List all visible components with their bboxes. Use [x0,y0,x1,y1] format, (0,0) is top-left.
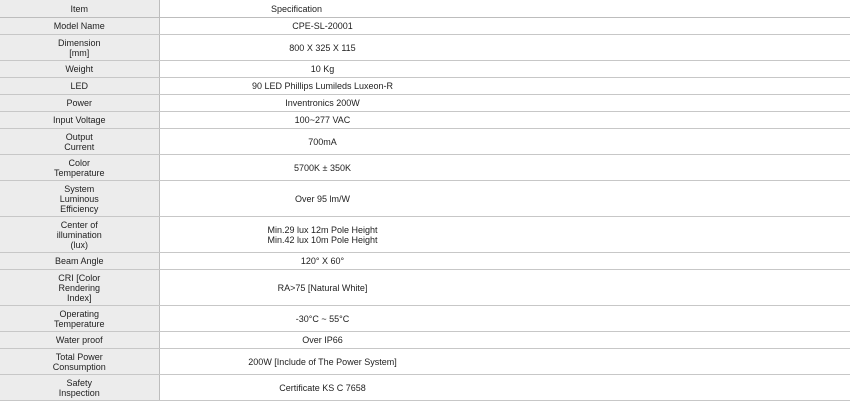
spec-value [159,35,850,61]
table-row [0,95,850,112]
spec-value [159,112,850,129]
spec-value [159,95,850,112]
spec-item-label [0,181,159,217]
spec-item-label [0,112,159,129]
spec-value [159,349,850,375]
spec-value-box [228,225,418,245]
table-row [0,375,850,401]
spec-item-label-line: Center of [60,219,98,230]
table-row [0,155,850,181]
spec-item-label-line: Power [66,98,92,108]
spec-value-line: 5700K ± 350K [294,162,351,173]
spec-value-box [228,115,418,125]
table-row [0,349,850,375]
spec-value [159,181,850,217]
spec-item-label [0,129,159,155]
spec-value-box [228,21,418,31]
spec-item-label-line: (lux) [70,239,88,250]
spec-item-label-line: Dimension [57,37,101,48]
spec-value-box [228,137,418,147]
spec-value [159,61,850,78]
spec-value [159,155,850,181]
table-row [0,129,850,155]
spec-item-label [0,217,159,253]
spec-value [159,18,850,35]
spec-value-box [228,357,418,367]
spec-value-box [228,314,418,324]
spec-item-label-line: Luminous [59,193,99,204]
table-row [0,181,850,217]
spec-item-label-line: Beam Angle [54,256,104,266]
spec-value-box [228,256,418,266]
spec-value-line: 90 LED Phillips Lumileds Luxeon-R [251,81,394,91]
table-header-row [0,0,850,18]
spec-value-box [228,64,418,74]
spec-value [159,306,850,332]
table-row [0,253,850,270]
spec-item-label-line: Model Name [53,21,105,31]
header-specification-label: Specification [270,3,323,14]
table-row [0,217,850,253]
spec-value-line: Min.42 lux 10m Pole Height [267,234,378,245]
spec-value-line: Certificate KS C 7658 [279,382,366,393]
spec-item-label [0,253,159,270]
table-row [0,112,850,129]
spec-value-line: Over IP66 [302,335,343,345]
spec-value [159,129,850,155]
spec-item-label [0,35,159,61]
spec-value [159,217,850,253]
spec-value-line: 200W [Include of The Power System] [248,356,397,367]
spec-value-box [228,283,418,293]
spec-value-box [228,81,418,91]
spec-item-label-line: Temperature [53,318,105,329]
spec-item-label [0,61,159,78]
spec-item-label-line: Temperature [53,167,105,178]
spec-item-label-line: Index] [66,292,92,303]
table-row [0,78,850,95]
spec-item-label-line: CRI [Color [58,272,101,283]
spec-item-label-line: Consumption [52,361,106,372]
spec-item-label-line: Water proof [55,335,103,345]
spec-item-label [0,270,159,306]
spec-value-line: 120° X 60° [300,256,345,266]
table-row [0,35,850,61]
spec-value-box [228,194,418,204]
spec-value [159,78,850,95]
spec-value-line: Min.29 lux 12m Pole Height [267,224,378,235]
spec-item-label-line: illumination [56,229,102,240]
spec-item-label-line: Safety [66,377,92,388]
table-row [0,332,850,349]
spec-item-label-line: Inspection [58,387,100,398]
spec-item-label-line: Color [68,157,90,168]
spec-value-line: 700mA [308,136,337,147]
spec-item-label-line: Input Voltage [52,115,106,125]
spec-value-box [228,98,418,108]
spec-item-label-line: LED [70,81,88,91]
spec-item-label-line: System [64,183,95,194]
spec-value-line: Inventronics 200W [285,98,360,108]
table-row [0,18,850,35]
spec-value [159,270,850,306]
spec-item-label [0,306,159,332]
spec-value [159,332,850,349]
spec-item-label [0,95,159,112]
spec-item-label-line: Rendering [58,282,101,293]
spec-item-label-line: Efficiency [60,203,99,214]
spec-value-line: 100~277 VAC [294,115,351,125]
spec-value-line: 10 Kg [310,64,335,74]
spec-value-box [228,43,418,53]
spec-value-box [228,335,418,345]
spec-value-line: 800 X 325 X 115 [289,42,356,53]
header-item: Item [0,0,159,18]
table-row [0,270,850,306]
spec-item-label-line: Weight [65,64,94,74]
spec-value-line: CPE-SL-20001 [292,21,353,31]
spec-item-label [0,18,159,35]
spec-value-box [228,163,418,173]
spec-item-label [0,78,159,95]
spec-value-line: RA>75 [Natural White] [277,282,368,293]
spec-value-line: Over 95 lm/W [294,193,350,204]
spec-value [159,375,850,401]
spec-item-label-line: Output [65,131,93,142]
table-row [0,61,850,78]
spec-item-label-line: Current [64,141,95,152]
spec-item-label-line: Operating [59,308,100,319]
header-specification [159,0,850,18]
spec-value-box [228,383,418,393]
spec-item-label [0,155,159,181]
spec-value [159,253,850,270]
spec-item-label-line: [mm] [69,47,90,58]
spec-value-line: -30°C ~ 55°C [295,313,350,324]
spec-item-label [0,349,159,375]
spec-item-label [0,375,159,401]
table-row [0,306,850,332]
table-body [0,18,850,401]
spec-item-label [0,332,159,349]
spec-item-label-line: Total Power [55,351,103,362]
